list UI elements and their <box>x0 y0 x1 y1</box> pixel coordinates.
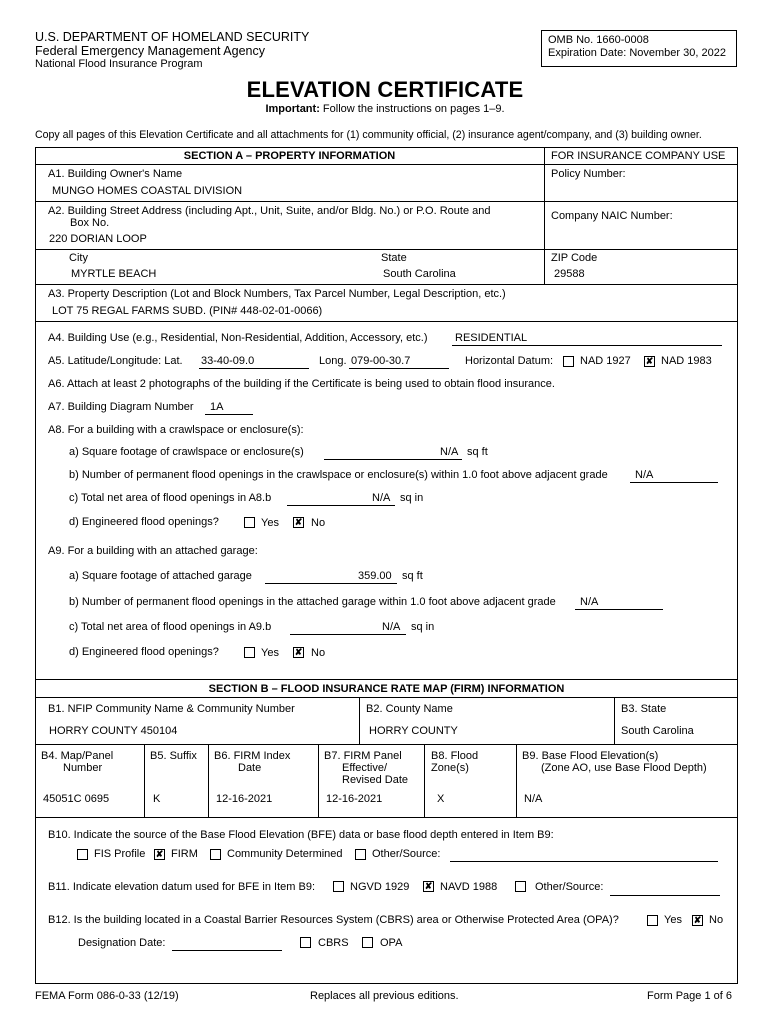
designation-date-label: Designation Date: <box>78 937 166 949</box>
a9b-value[interactable]: N/A <box>580 596 599 608</box>
b11-other-label: Other/Source: <box>535 881 604 893</box>
a8a-value[interactable]: N/A <box>440 446 459 458</box>
a9c-value[interactable]: N/A <box>382 621 401 633</box>
a9a-value[interactable]: 359.00 <box>358 570 392 582</box>
form-number: FEMA Form 086-0-33 (12/19) <box>35 990 179 1002</box>
a2-label: A2. Building Street Address (including Apt., Unit, Suite, and/or Bldg. No.) or P.O. Route and <box>48 205 491 217</box>
expiration-date: Expiration Date: November 30, 2022 <box>548 47 726 59</box>
state-label: State <box>381 252 407 264</box>
a8b-value[interactable]: N/A <box>635 469 654 481</box>
b9-label: B9. Base Flood Elevation(s) <box>522 750 659 762</box>
a6-label: A6. Attach at least 2 photographs of the building if the Certificate is being used to obtain flood insurance. <box>48 378 555 390</box>
b12-yes-checkbox[interactable] <box>647 915 658 926</box>
a4-building-use[interactable]: RESIDENTIAL <box>455 332 528 344</box>
b9-label-cont: (Zone AO, use Base Flood Depth) <box>541 762 707 774</box>
department-name: U.S. DEPARTMENT OF HOMELAND SECURITY <box>35 30 310 44</box>
omb-box <box>541 30 737 67</box>
horizontal-datum-label: Horizontal Datum: <box>465 355 554 367</box>
city-value[interactable]: MYRTLE BEACH <box>71 268 157 280</box>
b8-flood-zone[interactable]: X <box>437 793 445 805</box>
b11-label: B11. Indicate elevation datum used for BFE in Item B9: <box>48 881 315 893</box>
important-label: Important: <box>265 103 320 115</box>
a9d-no-checkbox[interactable]: ✘ <box>294 647 303 657</box>
a8a-unit: sq ft <box>467 446 488 458</box>
a9a-unit: sq ft <box>402 570 423 582</box>
a9a-label: a) Square footage of attached garage <box>69 570 252 582</box>
nad1927-label: NAD 1927 <box>580 355 631 367</box>
omb-number: OMB No. 1660-0008 <box>548 34 649 46</box>
program-name: National Flood Insurance Program <box>35 58 203 70</box>
b10-other-checkbox[interactable] <box>355 849 366 860</box>
b1-label: B1. NFIP Community Name & Community Number <box>48 703 295 715</box>
a8d-label: d) Engineered flood openings? <box>69 516 219 528</box>
b12-yes-label: Yes <box>664 914 682 926</box>
b6-label-cont: Date <box>238 762 262 774</box>
b11-navd-checkbox[interactable]: ✘ <box>424 881 433 891</box>
state-value[interactable]: South Carolina <box>383 268 456 280</box>
insurance-use-title: FOR INSURANCE COMPANY USE <box>551 150 726 162</box>
a7-diagram-number[interactable]: 1A <box>210 401 224 413</box>
page-number: Form Page 1 of 6 <box>647 990 732 1002</box>
naic-label: Company NAIC Number: <box>551 210 673 222</box>
a9-label: A9. For a building with an attached garage: <box>48 545 258 557</box>
b8-label-cont: Zone(s) <box>431 762 469 774</box>
b5-label: B5. Suffix <box>150 750 197 762</box>
a8a-label: a) Square footage of crawlspace or enclosure(s) <box>69 446 304 458</box>
nad1927-checkbox[interactable] <box>563 356 574 367</box>
a5-label: A5. Latitude/Longitude: Lat. <box>48 355 183 367</box>
b12-no-label: No <box>709 914 724 926</box>
b3-label: B3. State <box>621 703 667 715</box>
a1-label: A1. Building Owner's Name <box>48 168 183 180</box>
a8c-value[interactable]: N/A <box>372 492 391 504</box>
a8d-no-label: No <box>311 517 326 529</box>
policy-number-label: Policy Number: <box>551 168 626 180</box>
a8b-label: b) Number of permanent flood openings in the crawlspace or enclosure(s) within 1.0 foot above adjacent grade <box>69 469 608 481</box>
b10-community-label: Community Determined <box>227 848 343 860</box>
a8c-unit: sq in <box>400 492 424 504</box>
a5-latitude[interactable]: 33-40-09.0 <box>201 355 255 367</box>
b8-label: B8. Flood <box>431 750 479 762</box>
b11-ngvd-label: NGVD 1929 <box>350 881 410 893</box>
a1-owner-name[interactable]: MUNGO HOMES COASTAL DIVISION <box>52 185 243 197</box>
a9d-yes-checkbox[interactable] <box>244 647 255 658</box>
replaces-note: Replaces all previous editions. <box>310 990 459 1002</box>
a8d-yes-checkbox[interactable] <box>244 517 255 528</box>
copy-instruction: Copy all pages of this Elevation Certificate and all attachments for (1) community official, (2) insurance agent/company, and (3) building owner. <box>35 129 702 141</box>
a3-property-description[interactable]: LOT 75 REGAL FARMS SUBD. (PIN# 448-02-01-0066) <box>52 305 323 317</box>
important-text: Follow the instructions on pages 1–9. <box>322 103 505 115</box>
b11-other-checkbox[interactable] <box>515 881 526 892</box>
b10-fis-checkbox[interactable] <box>77 849 88 860</box>
city-label: City <box>69 252 88 264</box>
a8-label: A8. For a building with a crawlspace or enclosure(s): <box>48 424 304 436</box>
nad1983-checkbox[interactable]: ✘ <box>645 356 654 366</box>
important-note <box>0 103 770 115</box>
cbrs-checkbox[interactable] <box>300 937 311 948</box>
b11-navd-label: NAVD 1988 <box>440 881 498 893</box>
b2-county-name[interactable]: HORRY COUNTY <box>369 725 458 737</box>
b10-label: B10. Indicate the source of the Base Flood Elevation (BFE) data or base flood depth entered in Item B9: <box>48 829 554 841</box>
a8c-label: c) Total net area of flood openings in A8.b <box>69 492 272 504</box>
a2-street-address[interactable]: 220 DORIAN LOOP <box>49 233 147 245</box>
a5-longitude[interactable]: 079-00-30.7 <box>351 355 411 367</box>
b6-index-date[interactable]: 12-16-2021 <box>216 793 273 805</box>
b7-label: B7. FIRM Panel <box>324 750 402 762</box>
cbrs-label: CBRS <box>318 937 349 949</box>
a5-long-label: Long. <box>319 355 347 367</box>
b3-state[interactable]: South Carolina <box>621 725 694 737</box>
a9d-yes-label: Yes <box>261 647 279 659</box>
a9c-label: c) Total net area of flood openings in A9.b <box>69 621 272 633</box>
section-b-title: SECTION B – FLOOD INSURANCE RATE MAP (FIRM) INFORMATION <box>208 683 565 695</box>
a7-label: A7. Building Diagram Number <box>48 401 194 413</box>
zip-value[interactable]: 29588 <box>554 268 585 280</box>
b11-ngvd-checkbox[interactable] <box>333 881 344 892</box>
b7-panel-date[interactable]: 12-16-2021 <box>326 793 383 805</box>
b10-community-checkbox[interactable] <box>210 849 221 860</box>
zip-label: ZIP Code <box>551 252 598 264</box>
b12-label: B12. Is the building located in a Coastal Barrier Resources System (CBRS) area or Otherwise Protected Area (OPA)? <box>48 914 619 926</box>
b10-firm-checkbox[interactable]: ✘ <box>155 849 164 859</box>
a3-label: A3. Property Description (Lot and Block Numbers, Tax Parcel Number, Legal Description, etc.) <box>48 288 506 300</box>
agency-name: Federal Emergency Management Agency <box>35 44 265 58</box>
b5-suffix[interactable]: K <box>153 793 161 805</box>
nad1983-label: NAD 1983 <box>661 355 712 367</box>
section-a-title: SECTION A – PROPERTY INFORMATION <box>183 150 396 162</box>
a8d-no-checkbox[interactable]: ✘ <box>294 517 303 527</box>
b7-label-cont: Effective/ <box>342 762 388 774</box>
b4-label: B4. Map/Panel <box>41 750 114 762</box>
b10-firm-label: FIRM <box>171 848 198 860</box>
b7-label-cont-2: Revised Date <box>342 774 409 786</box>
b4-label-cont: Number <box>63 762 103 774</box>
b6-label: B6. FIRM Index <box>214 750 291 762</box>
b10-other-label: Other/Source: <box>372 848 441 860</box>
a4-label: A4. Building Use (e.g., Residential, Non-Residential, Addition, Accessory, etc.) <box>48 332 428 344</box>
b10-fis-label: FIS Profile <box>94 848 146 860</box>
opa-label: OPA <box>380 937 403 949</box>
page-title: ELEVATION CERTIFICATE <box>246 77 524 102</box>
a2-label-cont: Box No. <box>70 217 110 229</box>
a9d-label: d) Engineered flood openings? <box>69 646 219 658</box>
b4-map-panel[interactable]: 45051C 0695 <box>43 793 110 805</box>
b1-community[interactable]: HORRY COUNTY 450104 <box>49 725 178 737</box>
b9-bfe[interactable]: N/A <box>524 793 543 805</box>
opa-checkbox[interactable] <box>362 937 373 948</box>
b2-label: B2. County Name <box>366 703 453 715</box>
a9b-label: b) Number of permanent flood openings in the attached garage within 1.0 foot above adjacent grade <box>69 596 556 608</box>
a9d-no-label: No <box>311 647 326 659</box>
b12-no-checkbox[interactable]: ✘ <box>693 915 702 925</box>
a9c-unit: sq in <box>411 621 435 633</box>
a8d-yes-label: Yes <box>261 517 279 529</box>
